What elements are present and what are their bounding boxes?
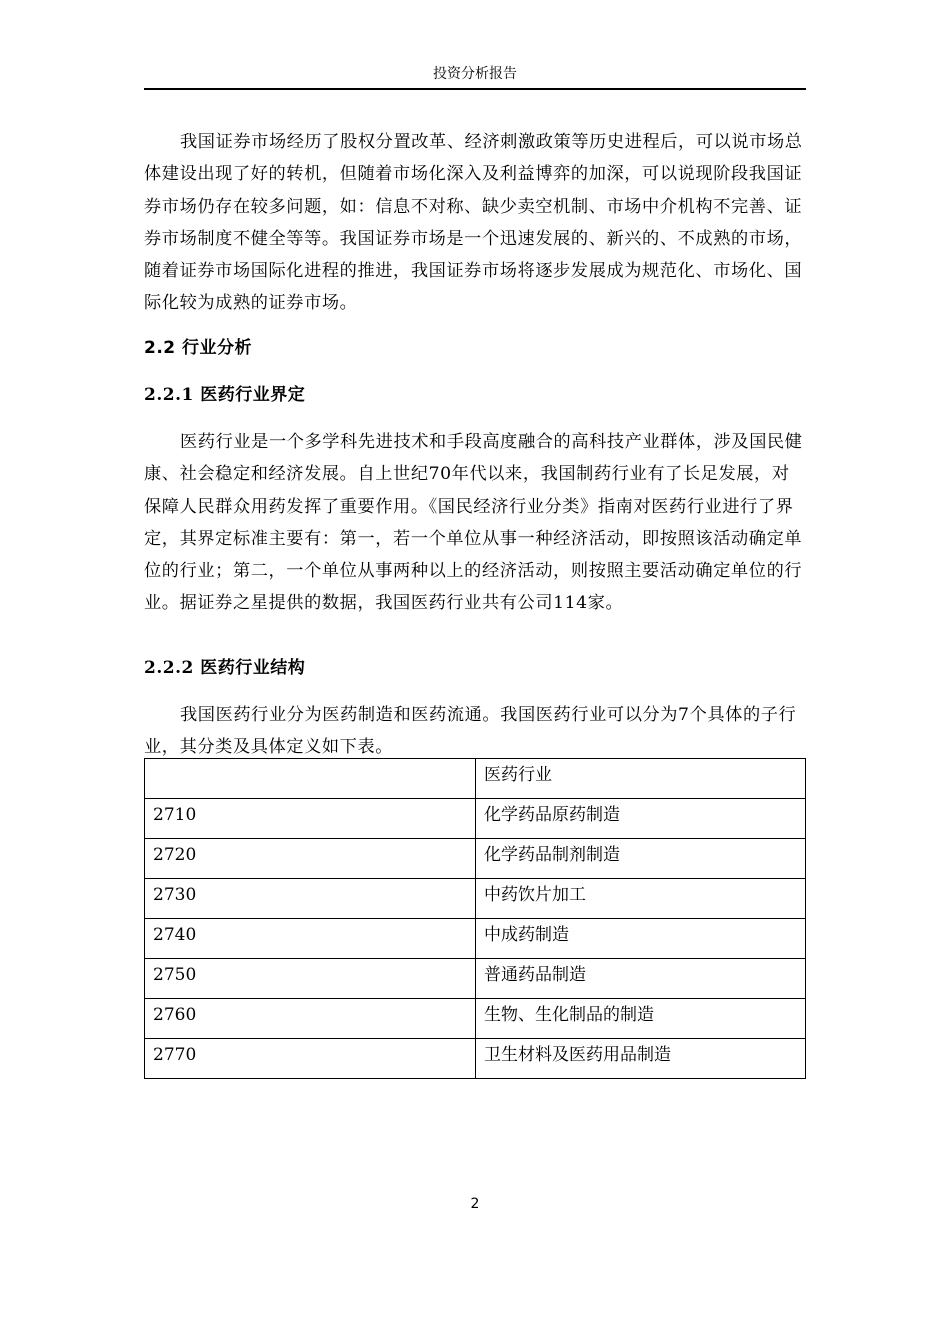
industry-name-cell: 化学药品制剂制造 — [476, 839, 806, 879]
table-row — [145, 999, 806, 1039]
page-header-title: 投资分析报告 — [433, 66, 517, 82]
table-row — [145, 919, 806, 959]
industry-code-cell: 2710 — [145, 799, 476, 839]
paragraph-securities-market: 我国证券市场经历了股权分置改革、经济刺激政策等历史进程后，可以说市场总体建设出现了好的转机，但随着市场化深入及利益博弈的加深，可以说现阶段我国证券市场仍存在较多问题，如：信息不对称、缺少卖空机制、市场中介机构不完善、证券市场制度不健全等等。我国证券市场是一个迅速发展的、新兴的、不成熟的市场，随着证券市场国际化进程的推进，我国证券市场将逐步发展成为规范化、市场化、国际化较为成熟的证券市场。 — [144, 132, 803, 314]
industry-name-cell: 生物、生化制品的制造 — [476, 999, 806, 1039]
pharma-subindustry-table — [144, 758, 806, 1079]
table-row — [145, 1039, 806, 1079]
header-divider — [144, 88, 806, 90]
industry-name-cell: 化学药品原药制造 — [476, 799, 806, 839]
table-row — [145, 839, 806, 879]
industry-code-cell: 2720 — [145, 839, 476, 879]
industry-code-cell: 2760 — [145, 999, 476, 1039]
paragraph-pharma-definition: 医药行业是一个多学科先进技术和手段高度融合的高科技产业群体，涉及国民健康、社会稳定和经济发展。自上世纪70年代以来，我国制药行业有了长足发展，对保障人民群众用药发挥了重要作用。《国民经济行业分类》指南对医药行业进行了界定，其界定标准主要有：第一，若一个单位从事一种经济活动，即按照该活动确定单位的行业；第二，一个单位从事两种以上的经济活动，则按照主要活动确定单位的行业。据证券之星提供的数据，我国医药行业共有公司114家。 — [144, 432, 803, 614]
subsection-heading-structure: 2.2.2 医药行业结构 — [144, 658, 306, 678]
paragraph-pharma-structure: 我国医药行业分为医药制造和医药流通。我国医药行业可以分为7个具体的子行业，其分类及具体定义如下表。 — [144, 705, 797, 758]
table-row — [145, 959, 806, 999]
page-number: 2 — [470, 1196, 480, 1212]
table-header-cell — [145, 759, 476, 799]
industry-name-cell: 中成药制造 — [476, 919, 806, 959]
industry-code-cell: 2770 — [145, 1039, 476, 1079]
industry-code-cell: 2740 — [145, 919, 476, 959]
table-row — [145, 799, 806, 839]
subsection-heading-definition: 2.2.1 医药行业界定 — [144, 385, 306, 405]
industry-name-cell: 卫生材料及医药用品制造 — [476, 1039, 806, 1079]
industry-name-cell: 普通药品制造 — [476, 959, 806, 999]
table-header-cell: 医药行业 — [476, 759, 806, 799]
section-heading-industry-analysis: 2.2 行业分析 — [144, 338, 253, 358]
table-row — [145, 879, 806, 919]
industry-code-cell: 2750 — [145, 959, 476, 999]
table-header-row — [145, 759, 806, 799]
industry-name-cell: 中药饮片加工 — [476, 879, 806, 919]
industry-code-cell: 2730 — [145, 879, 476, 919]
